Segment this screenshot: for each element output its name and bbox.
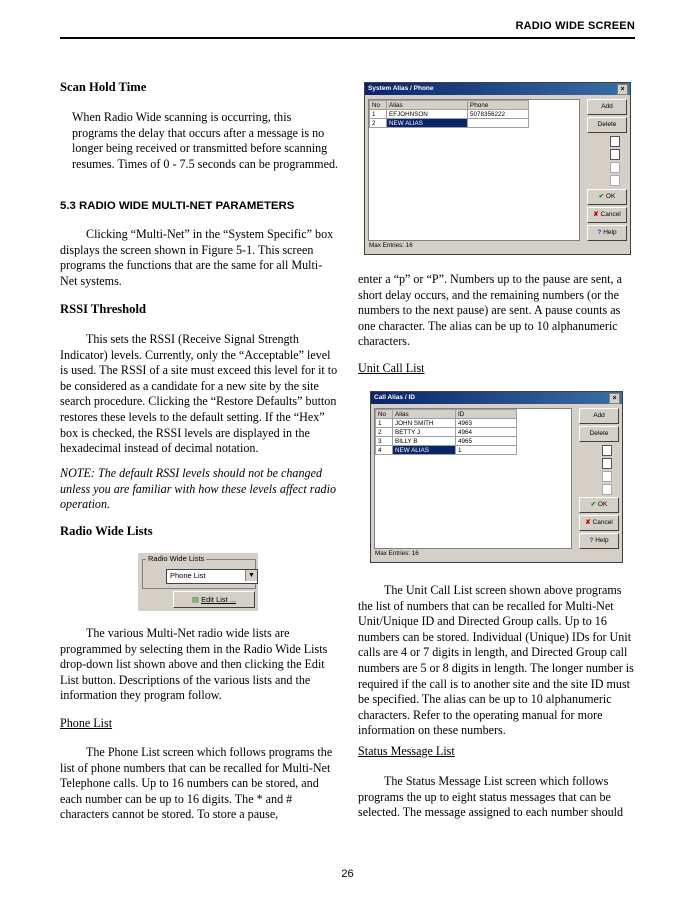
phone-continued-text: enter a “p” or “P”. Numbers up to the pause are sent, a short delay occurs, and the remaining numbers (or the numbers to the next pause) are sent. A pause counts as one character. The alias can be up to 10 alphanumeric characters. <box>358 272 622 349</box>
cell-no: 3 <box>376 437 393 446</box>
cell-id[interactable]: 4965 <box>456 437 517 446</box>
note-text: NOTE: The default RSSI levels should not be changed unless you are familiar with how these levels affect radio operation. <box>60 466 336 512</box>
cell-alias[interactable]: BETTY J <box>393 428 456 437</box>
help-button[interactable] <box>587 225 627 241</box>
running-header-title: RADIO WIDE SCREEN <box>515 20 635 32</box>
cell-no: 2 <box>376 428 393 437</box>
header-rule <box>60 37 635 39</box>
ok-button[interactable] <box>579 497 619 513</box>
close-icon[interactable]: × <box>617 84 628 95</box>
rssi-heading: RSSI Threshold <box>60 302 146 316</box>
cancel-label: Cancel <box>600 211 621 218</box>
cancel-x-icon: ✘ <box>585 519 591 526</box>
cell-alias[interactable]: NEW ALIAS <box>393 446 456 455</box>
close-icon[interactable]: × <box>609 393 620 404</box>
max-entries: Max Entries: 16 <box>375 550 419 557</box>
lists-text: The various Multi-Net radio wide lists are programmed by selecting them in the Radio Wide Lists drop-down list shown above and then clicking the Edit List button. Descriptions of the various lists and the information they program follow. <box>60 626 328 703</box>
cell-no: 2 <box>370 119 387 128</box>
table-header-row <box>376 410 517 419</box>
paste-icon[interactable] <box>610 149 620 160</box>
cell-phone[interactable] <box>468 119 529 128</box>
dialog-title-bar <box>365 83 630 95</box>
cell-alias[interactable]: BILLY B <box>393 437 456 446</box>
dialog-title: Call Alias / ID <box>374 394 415 401</box>
ok-label: OK <box>597 501 608 508</box>
phone-list-text: The Phone List screen which follows programs the list of phone numbers that can be recalled for Multi-Net Telephone calls. Up to 16 numbers can be stored, and each number can be up to 16 digits. The * and # characters cannot be stored. To store a pause, <box>60 745 333 822</box>
help-button[interactable] <box>579 533 619 549</box>
cancel-button[interactable] <box>579 515 619 531</box>
table-header-row <box>370 101 529 110</box>
column-header-no[interactable]: No <box>370 101 387 110</box>
checkmark-icon: ✔ <box>598 193 605 200</box>
clear-icon[interactable] <box>602 484 612 495</box>
phone-table <box>368 99 580 241</box>
cancel-label: Cancel <box>592 519 613 526</box>
scan-hold-heading: Scan Hold Time <box>60 80 147 94</box>
radio-wide-lists-select[interactable] <box>166 569 258 584</box>
checkmark-icon: ✔ <box>590 501 597 508</box>
column-header-no[interactable]: No <box>376 410 393 419</box>
cell-alias[interactable]: JOHN SMITH <box>393 419 456 428</box>
dialog-title: System Alias / Phone <box>368 85 434 92</box>
delete-button[interactable]: Delete <box>587 117 627 133</box>
radio-wide-lists-group-label: Radio Wide Lists <box>148 554 205 563</box>
edit-list-button[interactable] <box>173 591 255 608</box>
max-entries: Max Entries: 16 <box>369 242 413 249</box>
help-icon: ? <box>589 537 594 544</box>
column-header-alias[interactable]: Alias <box>387 101 468 110</box>
status-message-heading: Status Message List <box>358 744 455 758</box>
edit-list-label: Edit List ... <box>201 595 237 604</box>
table-row[interactable] <box>376 419 517 428</box>
radio-wide-lists-widget <box>138 553 258 611</box>
help-label: Help <box>595 537 609 544</box>
clear-icon[interactable] <box>610 175 620 186</box>
cell-no: 1 <box>376 419 393 428</box>
unit-call-heading: Unit Call List <box>358 361 425 375</box>
copy-icon[interactable] <box>602 445 612 456</box>
ok-label: OK <box>605 193 616 200</box>
add-button[interactable]: Add <box>587 99 627 115</box>
column-header-phone[interactable]: Phone <box>468 101 529 110</box>
radio-wide-lists-heading: Radio Wide Lists <box>60 524 153 538</box>
cell-alias[interactable]: NEW ALIAS <box>387 119 468 128</box>
call-table <box>374 408 572 549</box>
table-row[interactable] <box>370 110 529 119</box>
status-message-text: The Status Message List screen which follows programs the up to eight status messages that can be selected. The message assigned to each number should <box>358 774 624 820</box>
add-button[interactable]: Add <box>579 408 619 424</box>
cancel-x-icon: ✘ <box>593 211 599 218</box>
cell-phone[interactable]: 5078356222 <box>468 110 529 119</box>
cell-no: 1 <box>370 110 387 119</box>
column-header-alias[interactable]: Alias <box>393 410 456 419</box>
left-column <box>60 80 338 840</box>
dialog-title-bar <box>371 392 622 404</box>
rssi-text: This sets the RSSI (Receive Signal Strength Indicator) levels. Currently, only the “Acceptable” level is used. The RSSI of a site must exceed this level for it to be considered as a candidate for a new site by the site search procedure. Clicking the “Restore Defaults” button restores these levels to the default setting. If the “Hex” box is checked, the RSSI levels are displayed in the hexadecimal instead of decimal notation. <box>60 332 338 456</box>
paste-icon[interactable] <box>602 458 612 469</box>
cell-alias[interactable]: EFJOHNSON <box>387 110 468 119</box>
table-row[interactable] <box>376 428 517 437</box>
unit-call-text: The Unit Call List screen shown above programs the list of numbers that can be recalled for Multi-Net Unit/Unique ID and Directed Group calls. Up to 16 numbers can be stored. Individual (Unique) IDs for Unit calls are 4 or 7 digits in length, and Directed Group call numbers are 5 or 8 digits in length. The longer number is required if the call is to another site and the site ID must be specified. The alias can be up to 10 alphanumeric characters. Refer to the operating manual for more information on these numbers. <box>358 583 634 738</box>
ok-button[interactable] <box>587 189 627 205</box>
scan-hold-text: When Radio Wide scanning is occurring, this programs the delay that occurs after a message is no longer being received or transmitted before scanning resumes. Times of 0 - 7.5 seconds can be programmed. <box>72 110 339 171</box>
system-alias-phone-dialog <box>364 82 631 255</box>
column-header-id[interactable]: ID <box>456 410 517 419</box>
edit-list-icon: ▤ <box>191 595 199 604</box>
table-row[interactable] <box>370 119 529 128</box>
cell-no: 4 <box>376 446 393 455</box>
multinet-text: Clicking “Multi-Net” in the “System Specific” box displays the screen shown in Figure 5-1. This screen programs the functions that are the same for all Multi-Net systems. <box>60 227 334 288</box>
section-heading: 5.3 RADIO WIDE MULTI-NET PARAMETERS <box>60 200 295 212</box>
insert-icon[interactable] <box>602 471 612 482</box>
call-alias-id-dialog <box>370 391 623 563</box>
delete-button[interactable]: Delete <box>579 426 619 442</box>
radio-wide-lists-selected: Phone List <box>170 571 206 580</box>
cell-id[interactable]: 1 <box>456 446 517 455</box>
dropdown-arrow-icon[interactable]: ▼ <box>245 570 257 581</box>
table-row[interactable] <box>376 437 517 446</box>
insert-icon[interactable] <box>610 162 620 173</box>
cancel-button[interactable] <box>587 207 627 223</box>
page-number: 26 <box>341 868 354 880</box>
cell-id[interactable]: 4964 <box>456 428 517 437</box>
help-label: Help <box>603 229 617 236</box>
help-icon: ? <box>597 229 602 236</box>
table-row[interactable] <box>376 446 517 455</box>
phone-list-heading: Phone List <box>60 716 113 730</box>
cell-id[interactable]: 4963 <box>456 419 517 428</box>
copy-icon[interactable] <box>610 136 620 147</box>
